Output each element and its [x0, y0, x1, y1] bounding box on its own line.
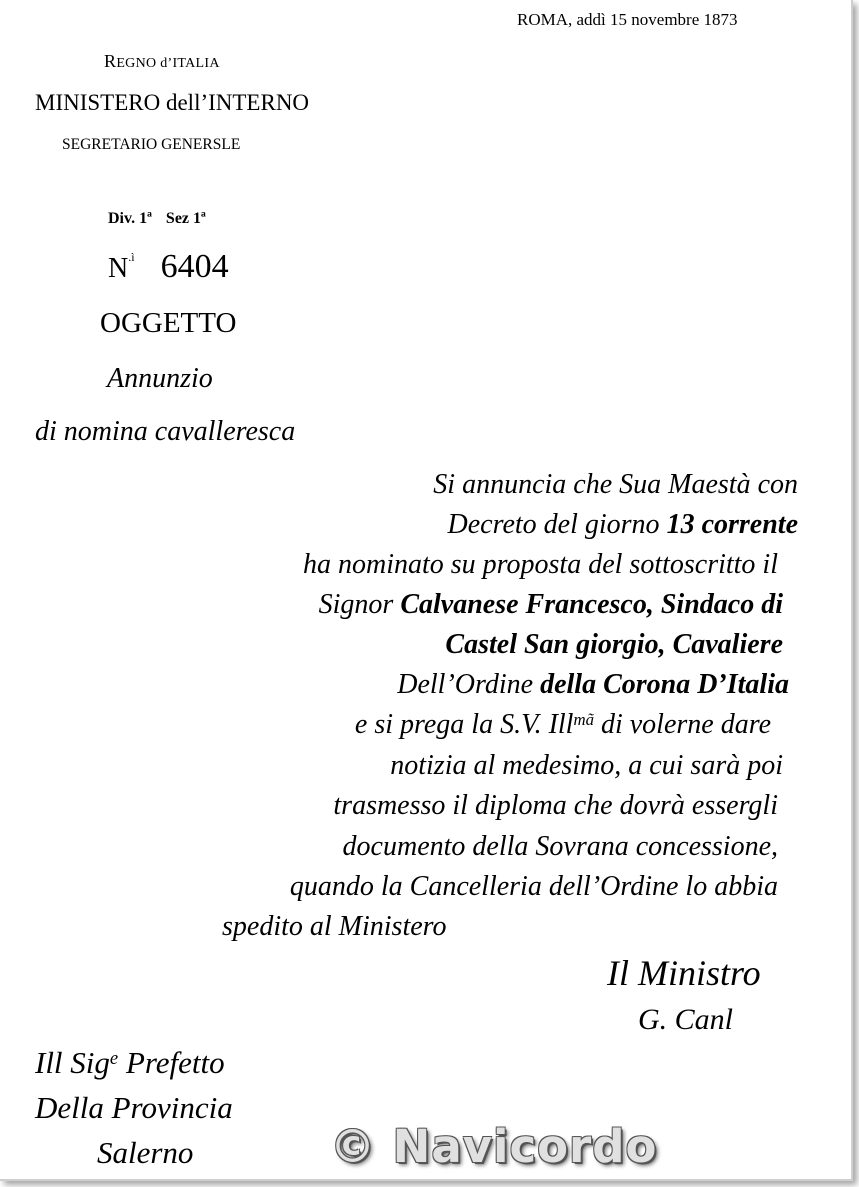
- body-line-9: trasmesso il diploma che dovrà essergli: [333, 790, 778, 821]
- decree-date: 13 corrente: [666, 509, 798, 540]
- body-line-3: ha nominato su proposta del sottoscritto il: [303, 549, 778, 580]
- body-line-4: [319, 589, 783, 621]
- ministry-heading: MINISTERO dell’INTERNO: [35, 90, 310, 115]
- recipient-line-1-a: Ill Sig: [35, 1045, 110, 1080]
- body-line-6: [397, 669, 789, 701]
- body-line-7-text-a: e si prega la S.V. Ill: [354, 709, 574, 740]
- subject-heading: OGGETTO: [100, 307, 237, 339]
- recipient-line-1: [35, 1045, 225, 1081]
- body-line-12: spedito al Ministero: [222, 911, 447, 942]
- nominee-name: Calvanese Francesco, Sindaco di: [400, 589, 783, 620]
- subject-line-2: di nomina cavalleresca: [35, 416, 296, 447]
- body-line-5: Castel San giorgio, Cavaliere: [445, 629, 783, 660]
- body-line-8: notizia al medesimo, a cui sarà poi: [390, 750, 783, 781]
- division-label: Div. 1ª: [108, 210, 152, 227]
- recipient-line-3: Salerno: [97, 1135, 194, 1170]
- body-line-2: [448, 509, 798, 541]
- number-label: N: [108, 253, 129, 284]
- copyright-watermark: © Navicordo: [330, 1120, 658, 1173]
- number-sup: .ì: [128, 250, 135, 264]
- secretariat-heading: SEGRETARIO GENERSLE: [62, 136, 241, 153]
- body-line-11: quando la Cancelleria dell’Ordine lo abbia: [289, 871, 778, 902]
- recipient-line-1-sup: e: [109, 1048, 119, 1070]
- body-line-1: Si annuncia che Sua Maestà con: [433, 469, 798, 500]
- signature-name: G. Canl: [638, 1003, 734, 1036]
- section-label: Sez 1ª: [165, 210, 206, 227]
- order-name: della Corona D’Italia: [540, 669, 789, 700]
- body-line-4-text: Signor: [318, 589, 401, 620]
- body-line-10: documento della Sovrana concessione,: [342, 831, 778, 862]
- body-line-7-text-b: di volerne dare: [593, 709, 771, 740]
- number-value: 6404: [160, 248, 229, 285]
- body-line-7-sup: mã: [573, 710, 594, 729]
- kingdom-heading-rest: EGNO d’ITALIA: [116, 56, 220, 71]
- division-section-line: [108, 210, 206, 228]
- subject-line-1: Annunzio: [107, 363, 213, 394]
- signature-title: Il Ministro: [607, 953, 761, 993]
- body-line-2-text: Decreto del giorno: [447, 509, 667, 540]
- protocol-number: [108, 248, 229, 286]
- letter-date: ROMA, addì 15 novembre 1873: [517, 10, 738, 29]
- recipient-line-2: Della Provincia: [35, 1090, 233, 1125]
- kingdom-heading-initial: R: [104, 51, 117, 71]
- body-line-6-text: Dell’Ordine: [397, 669, 541, 700]
- recipient-line-1-b: Prefetto: [118, 1045, 225, 1080]
- kingdom-heading: [104, 51, 220, 72]
- body-line-7: [355, 709, 771, 741]
